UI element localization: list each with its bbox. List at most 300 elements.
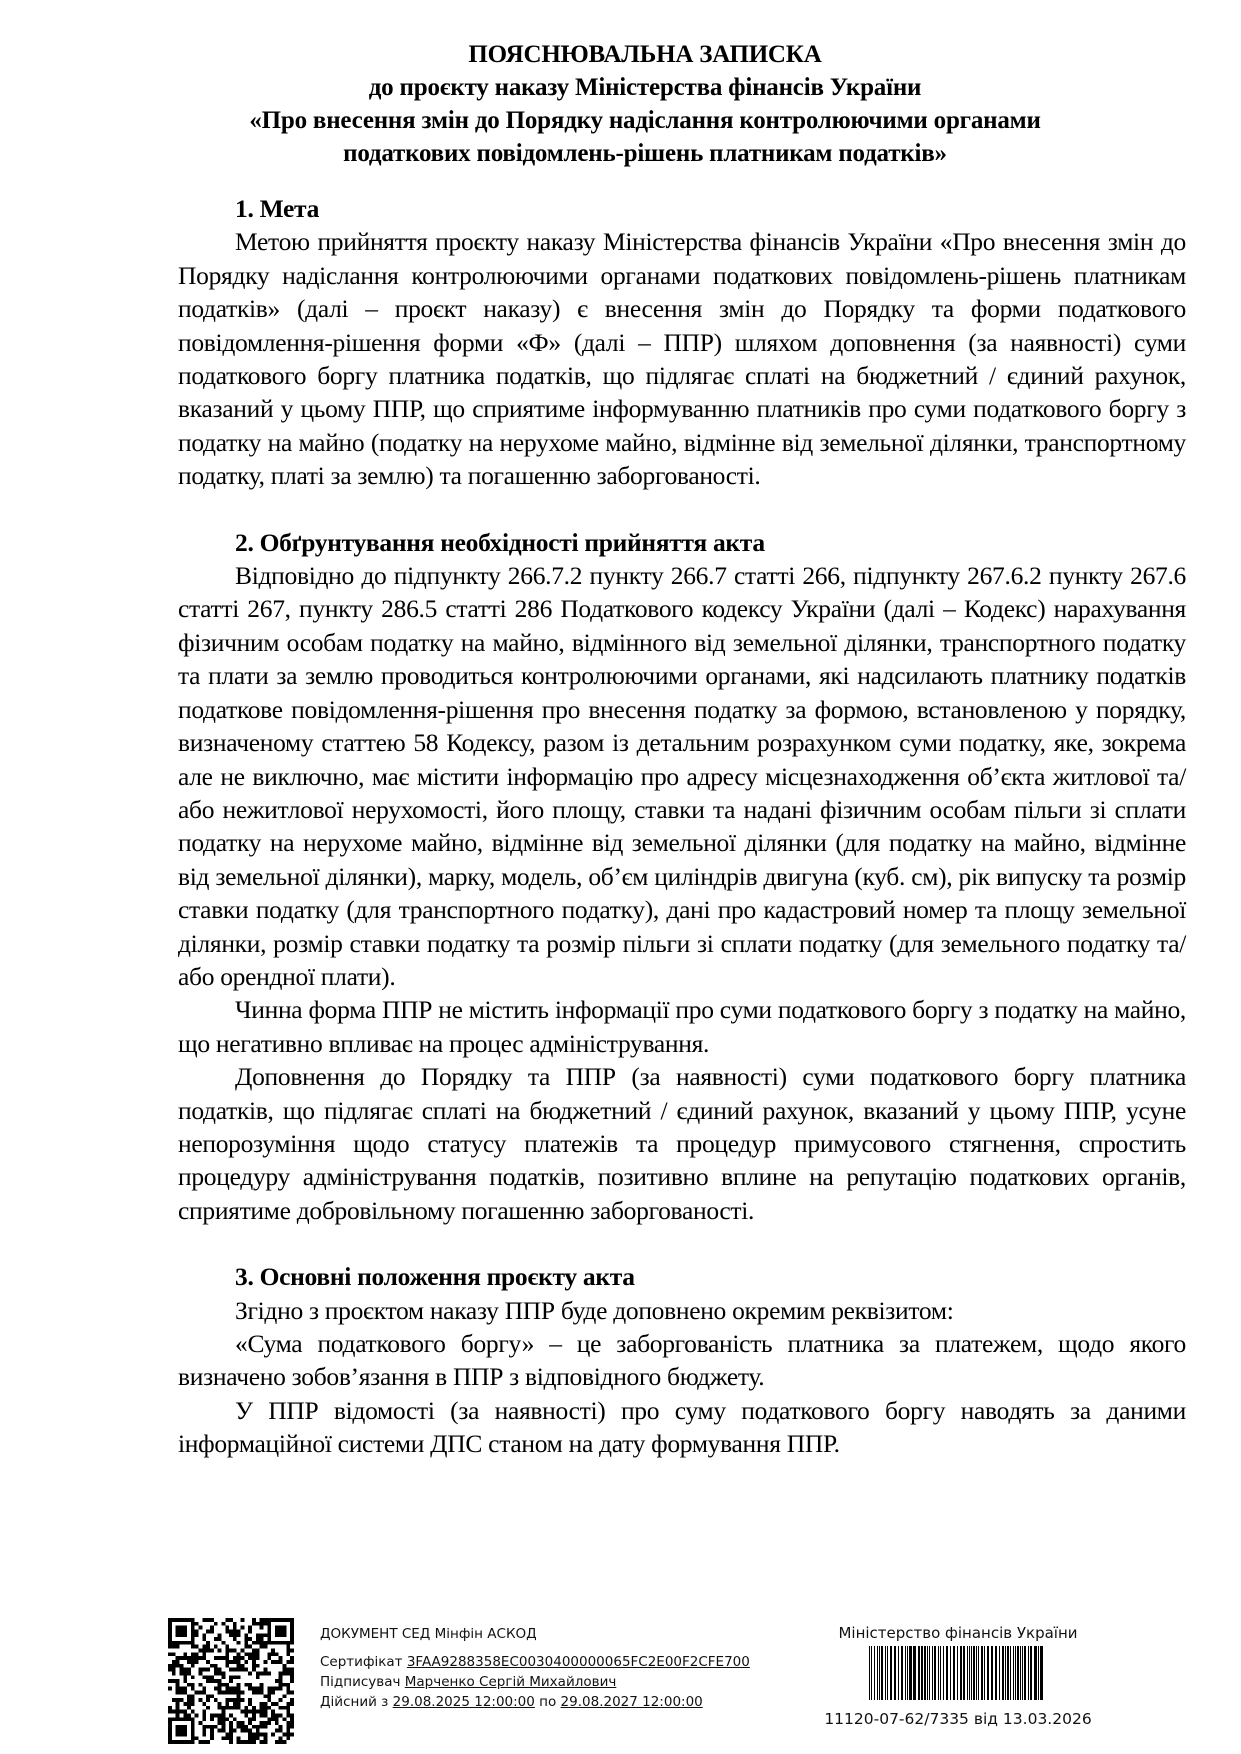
certificate-row	[320, 1652, 750, 1672]
qr-module	[248, 1698, 252, 1702]
qr-module	[187, 1740, 191, 1744]
qr-module	[183, 1725, 187, 1729]
qr-module	[195, 1622, 199, 1626]
qr-module	[191, 1729, 195, 1733]
qr-module	[271, 1733, 275, 1737]
qr-module	[206, 1645, 210, 1649]
qr-module	[214, 1698, 218, 1702]
qr-module	[183, 1671, 187, 1675]
paragraph: Згідно з проєктом наказу ППР буде доповнено окремим реквізитом:	[235, 1295, 954, 1325]
qr-module	[263, 1706, 267, 1710]
qr-module	[229, 1668, 233, 1672]
qr-module	[218, 1671, 222, 1675]
qr-module	[199, 1649, 203, 1653]
qr-module	[263, 1633, 267, 1637]
qr-module	[187, 1671, 191, 1675]
qr-module	[267, 1618, 271, 1622]
qr-module	[183, 1713, 187, 1717]
qr-module	[256, 1622, 260, 1626]
qr-module	[290, 1660, 294, 1664]
qr-module	[221, 1691, 225, 1695]
qr-module	[263, 1736, 267, 1740]
qr-module	[225, 1698, 229, 1702]
qr-module	[267, 1694, 271, 1698]
qr-module	[283, 1671, 287, 1675]
qr-module	[260, 1721, 264, 1725]
qr-module	[176, 1660, 180, 1664]
qr-module	[290, 1622, 294, 1626]
qr-module	[225, 1733, 229, 1737]
qr-module	[241, 1626, 245, 1630]
qr-module	[248, 1656, 252, 1660]
qr-module	[214, 1637, 218, 1641]
qr-module	[191, 1721, 195, 1725]
paragraph: «Сума податкового боргу» – це заборгованість платника за платежем, щодо якого визначено зобов’язання в ППР з відповідного бюджету.	[178, 1329, 1186, 1392]
qr-module	[241, 1698, 245, 1702]
qr-module	[256, 1633, 260, 1637]
qr-module	[290, 1713, 294, 1717]
signer-value: Марченко Сергій Михайлович	[404, 1674, 617, 1690]
qr-module	[195, 1633, 199, 1637]
section-heading-goal: 1. Мета	[235, 194, 320, 223]
qr-module	[286, 1702, 290, 1706]
qr-module	[237, 1725, 241, 1729]
qr-module	[229, 1740, 233, 1744]
barcode-bar	[905, 1646, 906, 1700]
qr-module	[191, 1618, 195, 1622]
qr-module	[267, 1717, 271, 1721]
qr-module	[206, 1618, 210, 1622]
qr-module	[237, 1656, 241, 1660]
qr-module	[191, 1687, 195, 1691]
qr-module	[195, 1736, 199, 1740]
qr-module	[241, 1691, 245, 1695]
qr-module	[237, 1691, 241, 1695]
qr-module	[179, 1710, 183, 1714]
qr-module	[187, 1698, 191, 1702]
qr-module	[286, 1710, 290, 1714]
qr-module	[168, 1736, 172, 1740]
qr-module	[290, 1721, 294, 1725]
qr-module	[206, 1698, 210, 1702]
qr-module	[233, 1649, 237, 1653]
barcode-bar	[946, 1646, 948, 1700]
qr-module	[225, 1652, 229, 1656]
e-signature-stamp	[168, 1618, 1128, 1748]
qr-module	[202, 1691, 206, 1695]
qr-module	[248, 1671, 252, 1675]
qr-module	[168, 1629, 172, 1633]
qr-module	[286, 1721, 290, 1725]
qr-module	[176, 1626, 180, 1630]
qr-module	[286, 1729, 290, 1733]
qr-module	[271, 1660, 275, 1664]
qr-module	[283, 1664, 287, 1668]
barcode-bar	[881, 1646, 883, 1700]
qr-module	[237, 1687, 241, 1691]
barcode-bar	[1010, 1646, 1011, 1700]
qr-module	[168, 1637, 172, 1641]
qr-module	[286, 1645, 290, 1649]
qr-module	[202, 1668, 206, 1672]
qr-module	[176, 1740, 180, 1744]
qr-module	[191, 1725, 195, 1729]
qr-module	[286, 1641, 290, 1645]
qr-module	[187, 1702, 191, 1706]
qr-module	[202, 1645, 206, 1649]
qr-module	[229, 1698, 233, 1702]
section-heading-provisions: 3. Основні положення проєкту акта	[235, 1262, 635, 1292]
qr-module	[218, 1721, 222, 1725]
qr-module	[172, 1717, 176, 1721]
qr-module	[263, 1713, 267, 1717]
qr-module	[256, 1691, 260, 1695]
qr-module	[191, 1694, 195, 1698]
qr-module	[210, 1717, 214, 1721]
qr-module	[237, 1668, 241, 1672]
title-line-2: до проєкту наказу Міністерства фінансів України	[368, 74, 922, 101]
qr-module	[199, 1656, 203, 1660]
qr-module	[229, 1687, 233, 1691]
qr-module	[233, 1729, 237, 1733]
qr-module	[252, 1717, 256, 1721]
qr-module	[214, 1679, 218, 1683]
qr-module	[183, 1687, 187, 1691]
qr-module	[275, 1729, 279, 1733]
qr-module	[283, 1618, 287, 1622]
barcode-bar	[995, 1646, 997, 1700]
qr-module	[252, 1733, 256, 1737]
qr-module	[218, 1687, 222, 1691]
qr-module	[286, 1687, 290, 1691]
qr-module	[275, 1740, 279, 1744]
qr-module	[241, 1664, 245, 1668]
qr-module	[267, 1626, 271, 1630]
qr-module	[191, 1633, 195, 1637]
qr-module	[256, 1687, 260, 1691]
qr-module	[187, 1713, 191, 1717]
qr-module	[290, 1691, 294, 1695]
title-line-3: «Про внесення змін до Порядку надіслання контролюючими органами	[249, 107, 1041, 134]
qr-module	[221, 1710, 225, 1714]
qr-module	[279, 1641, 283, 1645]
qr-module	[179, 1626, 183, 1630]
qr-module	[283, 1694, 287, 1698]
registration-block	[808, 1624, 1108, 1728]
paragraph: Відповідно до підпункту 266.7.2 пункту 266.7 статті 266, підпункту 267.6.2 пункту 267.6 статті 267, пункту 286.5 статті 286 Податкового кодексу України (далі – Кодекс) нарахування фізичним особам податку на майно, відмінного від земельної ділянки, транспортного податку та плати за землю проводиться контролюючими органами, які надсилають платнику податків податкове повідомлення-рішення про внесення податку за формою, встановленою у порядку, визначеному статтею 58 Кодексу, разом із детальним розрахунком суми податку, яке, зокрема але не виключно, має містити інформацію про адресу місцезнаходження об’єкта житлової та/або нежитлової нерухомості, його площу, ставки та надані фізичним особам пільги зі сплати податку на нерухоме майно, відмінне від земельної ділянки (для податку на майно, відмінне від земельної ділянки), марку, модель, об’єм циліндрів двигуна (куб. см), рік випуску та розмір ставки податку (для транспортного податку), дані про кадастровий номер та площу земельної ділянки, розмір ставки податку та розмір пільги зі сплати податку (для земельного податку та/або орендної плати).	[178, 561, 1186, 991]
qr-module	[225, 1656, 229, 1660]
qr-module	[191, 1626, 195, 1630]
qr-module	[286, 1652, 290, 1656]
qr-module	[187, 1660, 191, 1664]
qr-module	[183, 1702, 187, 1706]
qr-module	[172, 1740, 176, 1744]
qr-module	[176, 1664, 180, 1668]
qr-module	[206, 1668, 210, 1672]
qr-module	[248, 1721, 252, 1725]
qr-module	[229, 1618, 233, 1622]
qr-module	[244, 1652, 248, 1656]
qr-module	[283, 1626, 287, 1630]
qr-module	[229, 1721, 233, 1725]
barcode-bar	[901, 1646, 903, 1700]
qr-module	[267, 1622, 271, 1626]
qr-module	[286, 1713, 290, 1717]
qr-module	[210, 1618, 214, 1622]
qr-module	[210, 1679, 214, 1683]
qr-module	[210, 1694, 214, 1698]
qr-module	[221, 1729, 225, 1733]
qr-module	[275, 1629, 279, 1633]
qr-module	[176, 1706, 180, 1710]
qr-module	[221, 1706, 225, 1710]
qr-module	[225, 1717, 229, 1721]
qr-module	[256, 1641, 260, 1645]
qr-module	[206, 1660, 210, 1664]
qr-module	[279, 1740, 283, 1744]
qr-module	[248, 1702, 252, 1706]
organization-name: Міністерство фінансів України	[838, 1624, 1078, 1642]
qr-module	[286, 1733, 290, 1737]
qr-module	[195, 1652, 199, 1656]
qr-module	[218, 1702, 222, 1706]
qr-module	[244, 1713, 248, 1717]
qr-module	[283, 1629, 287, 1633]
qr-module	[286, 1706, 290, 1710]
barcode-bar	[1028, 1646, 1029, 1700]
qr-module	[168, 1626, 172, 1630]
qr-module	[248, 1652, 252, 1656]
qr-module	[187, 1717, 191, 1721]
qr-module	[191, 1683, 195, 1687]
qr-module	[225, 1664, 229, 1668]
qr-module	[206, 1675, 210, 1679]
qr-module	[241, 1729, 245, 1733]
qr-module	[271, 1652, 275, 1656]
qr-module	[263, 1660, 267, 1664]
qr-module	[210, 1725, 214, 1729]
barcode-bar	[971, 1646, 972, 1700]
qr-module	[176, 1702, 180, 1706]
barcode-icon	[869, 1646, 1047, 1700]
qr-module	[229, 1675, 233, 1679]
qr-module	[179, 1740, 183, 1744]
qr-module	[199, 1698, 203, 1702]
qr-module	[248, 1717, 252, 1721]
qr-module	[191, 1698, 195, 1702]
qr-module	[290, 1675, 294, 1679]
qr-module	[221, 1736, 225, 1740]
qr-module	[290, 1668, 294, 1672]
qr-module	[191, 1733, 195, 1737]
qr-module	[221, 1683, 225, 1687]
qr-module	[233, 1660, 237, 1664]
qr-module	[248, 1683, 252, 1687]
barcode-bar	[1015, 1646, 1016, 1700]
qr-module	[244, 1729, 248, 1733]
qr-module	[206, 1629, 210, 1633]
qr-module	[233, 1637, 237, 1641]
qr-module	[195, 1713, 199, 1717]
qr-module	[256, 1656, 260, 1660]
qr-module	[271, 1649, 275, 1653]
qr-module	[260, 1733, 264, 1737]
qr-module	[183, 1710, 187, 1714]
qr-module	[260, 1683, 264, 1687]
qr-module	[271, 1687, 275, 1691]
qr-module	[275, 1717, 279, 1721]
qr-module	[275, 1713, 279, 1717]
qr-module	[187, 1694, 191, 1698]
qr-module	[286, 1671, 290, 1675]
qr-module	[252, 1713, 256, 1717]
qr-module	[218, 1706, 222, 1710]
qr-module	[244, 1641, 248, 1645]
qr-module	[290, 1633, 294, 1637]
qr-module	[241, 1710, 245, 1714]
qr-module	[221, 1675, 225, 1679]
qr-module	[172, 1618, 176, 1622]
qr-module	[218, 1691, 222, 1695]
qr-module	[263, 1702, 267, 1706]
qr-module	[179, 1717, 183, 1721]
qr-module	[225, 1706, 229, 1710]
barcode-bar	[1013, 1646, 1014, 1700]
qr-module	[237, 1702, 241, 1706]
qr-module	[252, 1740, 256, 1744]
qr-module	[283, 1683, 287, 1687]
qr-module	[191, 1622, 195, 1626]
qr-module	[260, 1691, 264, 1695]
qr-module	[263, 1710, 267, 1714]
barcode-bar	[978, 1646, 979, 1700]
qr-module	[206, 1706, 210, 1710]
qr-module	[248, 1740, 252, 1744]
barcode-bar	[918, 1646, 920, 1700]
qr-module	[172, 1698, 176, 1702]
qr-module	[237, 1664, 241, 1668]
qr-module	[237, 1740, 241, 1744]
qr-module	[168, 1618, 172, 1622]
qr-module	[229, 1736, 233, 1740]
qr-module	[244, 1668, 248, 1672]
qr-module	[290, 1698, 294, 1702]
barcode-bar	[969, 1646, 970, 1700]
qr-module	[210, 1736, 214, 1740]
qr-module	[168, 1729, 172, 1733]
qr-module	[229, 1633, 233, 1637]
document-body	[178, 192, 1186, 1461]
qr-module	[256, 1652, 260, 1656]
qr-module	[279, 1656, 283, 1660]
barcode-bar	[927, 1646, 928, 1700]
qr-module	[168, 1622, 172, 1626]
qr-module	[279, 1633, 283, 1637]
qr-module	[172, 1664, 176, 1668]
barcode-bar	[940, 1646, 941, 1700]
qr-module	[244, 1706, 248, 1710]
qr-module	[229, 1691, 233, 1695]
qr-module	[199, 1626, 203, 1630]
qr-module	[176, 1679, 180, 1683]
certificate-label: Сертифікат	[320, 1654, 403, 1670]
valid-from-value: 29.08.2025 12:00:00	[392, 1694, 535, 1710]
qr-module	[229, 1679, 233, 1683]
qr-module	[179, 1656, 183, 1660]
qr-module	[187, 1618, 191, 1622]
title-line-4: податкових повідомлень-рішень платникам податків»	[343, 140, 947, 167]
qr-module	[176, 1641, 180, 1645]
qr-module	[206, 1641, 210, 1645]
qr-module	[202, 1649, 206, 1653]
barcode-bar	[924, 1646, 926, 1700]
qr-module	[191, 1652, 195, 1656]
qr-module	[260, 1702, 264, 1706]
qr-module	[172, 1660, 176, 1664]
qr-module	[202, 1725, 206, 1729]
qr-module	[183, 1633, 187, 1637]
qr-module	[218, 1729, 222, 1733]
paragraph: Метою прийняття проєкту наказу Міністерства фінансів України «Про внесення змін до Порядку надіслання контролюючими органами податкових повідомлень-рішень платникам податків» (далі – проєкт наказу) є внесення змін до Порядку та форми податкового повідомлення-рішення форми «Ф» (далі – ППР) шляхом доповнення (за наявності) суми податкового боргу платника податків, що підлягає сплаті на бюджетний / єдиний рахунок, вказаний у цьому ППР, що сприятиме інформуванню платників про суми податкового боргу з податку на майно (податку на нерухоме майно, відмінне від земельної ділянки, транспортному податку, платі за землю) та погашенню заборгованості.	[178, 227, 1186, 491]
qr-module	[260, 1645, 264, 1649]
qr-module	[202, 1702, 206, 1706]
qr-module	[286, 1691, 290, 1695]
qr-module	[168, 1740, 172, 1744]
qr-module	[260, 1637, 264, 1641]
qr-module	[225, 1687, 229, 1691]
qr-module	[229, 1660, 233, 1664]
qr-module	[225, 1691, 229, 1695]
barcode-bar	[938, 1646, 939, 1700]
qr-module	[199, 1671, 203, 1675]
qr-module	[225, 1702, 229, 1706]
qr-module	[214, 1664, 218, 1668]
barcode-bar	[907, 1646, 908, 1700]
qr-module	[187, 1641, 191, 1645]
qr-module	[260, 1671, 264, 1675]
barcode-bar	[1030, 1646, 1032, 1700]
qr-module	[183, 1641, 187, 1645]
qr-module	[256, 1729, 260, 1733]
section-heading-justification: 2. Обґрунтування необхідності прийняття акта	[235, 527, 765, 557]
qr-module	[260, 1710, 264, 1714]
qr-module	[252, 1736, 256, 1740]
qr-module	[172, 1679, 176, 1683]
valid-to-label: по	[539, 1694, 557, 1710]
qr-module	[252, 1710, 256, 1714]
qr-module	[179, 1687, 183, 1691]
qr-module	[279, 1679, 283, 1683]
qr-module	[256, 1675, 260, 1679]
qr-module	[279, 1626, 283, 1630]
qr-module	[206, 1679, 210, 1683]
qr-module	[233, 1687, 237, 1691]
barcode-bar	[1034, 1646, 1037, 1700]
qr-module	[229, 1713, 233, 1717]
qr-module	[271, 1691, 275, 1695]
qr-module	[168, 1733, 172, 1737]
qr-module	[260, 1626, 264, 1630]
qr-module	[202, 1652, 206, 1656]
qr-module	[244, 1740, 248, 1744]
qr-module	[176, 1656, 180, 1660]
qr-module	[179, 1733, 183, 1737]
barcode-bar	[885, 1646, 886, 1700]
qr-module	[225, 1683, 229, 1687]
qr-module	[275, 1626, 279, 1630]
qr-module	[283, 1717, 287, 1721]
qr-module	[168, 1652, 172, 1656]
